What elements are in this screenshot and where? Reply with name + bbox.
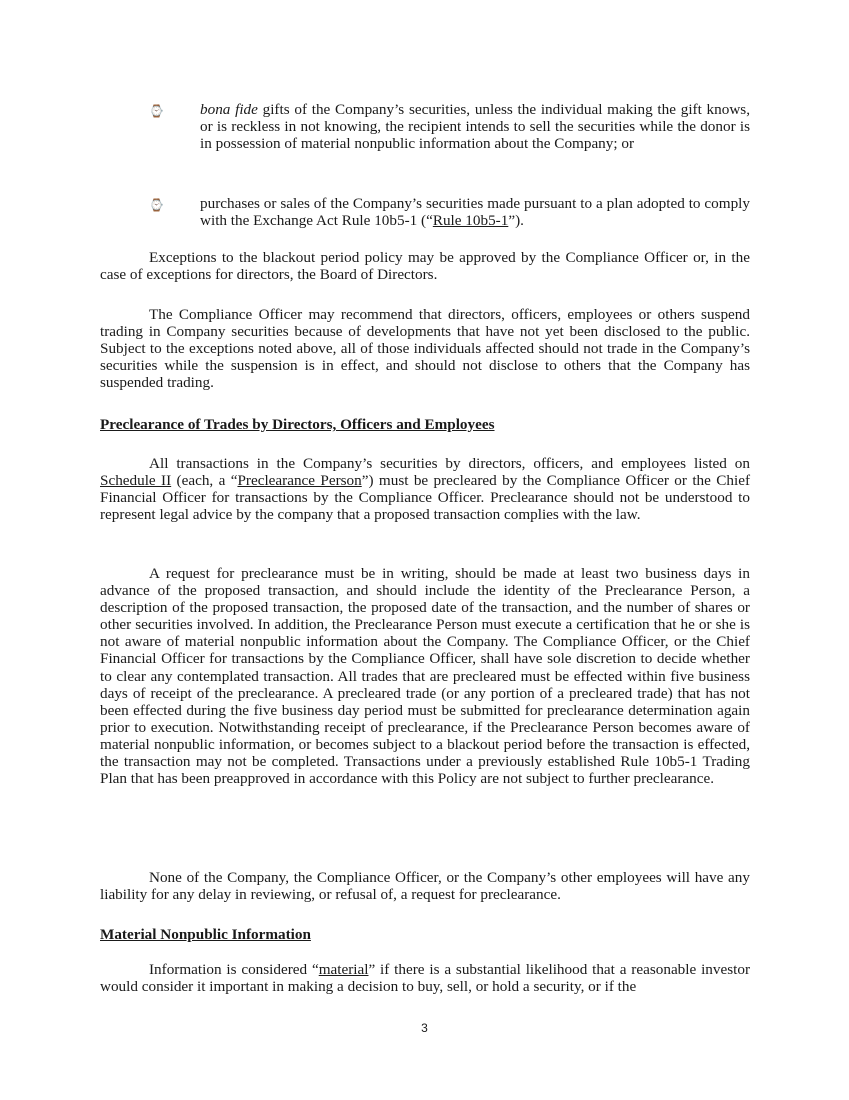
bullet-icon: ⌚ [149, 198, 164, 212]
text: ”) must be precleared by the Compliance Officer or the Chief Financial Officer for transactions by the Compliance Officer. Preclearance should not be understood to represent legal advice by the company that a proposed transaction complies with the law. [100, 472, 751, 524]
text: ” if there is a substantial likelihood that a reasonable investor would consider it important in making a decision to buy, sell, or hold a security, or if the [100, 961, 751, 996]
paragraph-exceptions: Exceptions to the blackout period policy may be approved by the Compliance Officer or, in the case of exceptions for directors, the Board of Directors. [100, 249, 750, 284]
bullet-text-end: ”). [508, 212, 524, 230]
defined-term-preclearance-person: Preclearance Person [237, 472, 362, 490]
bullet-icon: ⌚ [149, 104, 164, 118]
defined-term-rule-10b5-1: Rule 10b5-1 [432, 212, 509, 230]
paragraph-liability: None of the Company, the Compliance Officer, or the Company’s other employees will have any liability for any delay in reviewing, or refusal of, a request for preclearance. [100, 869, 750, 904]
bullet-gifts [200, 101, 750, 152]
paragraph-preclearance-request: A request for preclearance must be in writing, should be made at least two business days in advance of the proposed transaction, and should include the identity of the Preclearance Person, a description of the proposed transaction, the proposed date of the transaction, and the number of shares or other securities involved. In addition, the Preclearance Person must execute a certification that he or she is not aware of material nonpublic information about the Company. The Compliance Officer, or the Chief Financial Officer for transactions by the Compliance Officer, shall have sole discretion to decide whether to clear any contemplated transaction. All trades that are precleared must be effected within five business days of receipt of the preclearance. A precleared trade (or any portion of a precleared trade) that has not been effected during the five business day period must be submitted for preclearance determination again prior to execution. Notwithstanding receipt of preclearance, if the Preclearance Person becomes aware of material nonpublic information, or becomes subject to a blackout period before the transaction is effected, the transaction may not be completed. Transactions under a previously established Rule 10b5-1 Trading Plan that has been preapproved in accordance with this Policy are not subject to further preclearance. [100, 565, 750, 788]
heading-preclearance: Preclearance of Trades by Directors, Officers and Employees [100, 416, 495, 433]
text: Information is considered “ [149, 961, 319, 978]
text: (each, a “ [171, 472, 238, 490]
schedule-ii-link: Schedule II [100, 472, 172, 490]
bullet-10b5-1 [200, 195, 750, 229]
bullet-text: purchases or sales of the Company’s securities made pursuant to a plan adopted to comply with the Exchange Act Rule 10b5-1 (“ [200, 195, 750, 230]
italic-term: bona fide [200, 101, 258, 118]
paragraph-all-transactions [100, 455, 750, 523]
heading-material-information: Material Nonpublic Information [100, 926, 311, 943]
text: All transactions in the Company’s securities by directors, officers, and employees listed on [149, 455, 750, 472]
paragraph-material [100, 961, 750, 995]
page-number: 3 [421, 1021, 428, 1035]
bullet-text: gifts of the Company’s securities, unless the individual making the gift knows, or is reckless in not knowing, the recipient intends to sell the securities while the donor is in possession of material nonpublic information about the Company; or [200, 101, 751, 153]
paragraph-suspend-trading: The Compliance Officer may recommend that directors, officers, employees or others suspend trading in Company securities because of developments that have not yet been disclosed to the public. Subject to the exceptions noted above, all of those individuals affected should not trade in the Company’s securities while the suspension is in effect, and should not disclose to others that the Company has suspended trading. [100, 306, 750, 392]
defined-term-material: material [318, 961, 369, 978]
